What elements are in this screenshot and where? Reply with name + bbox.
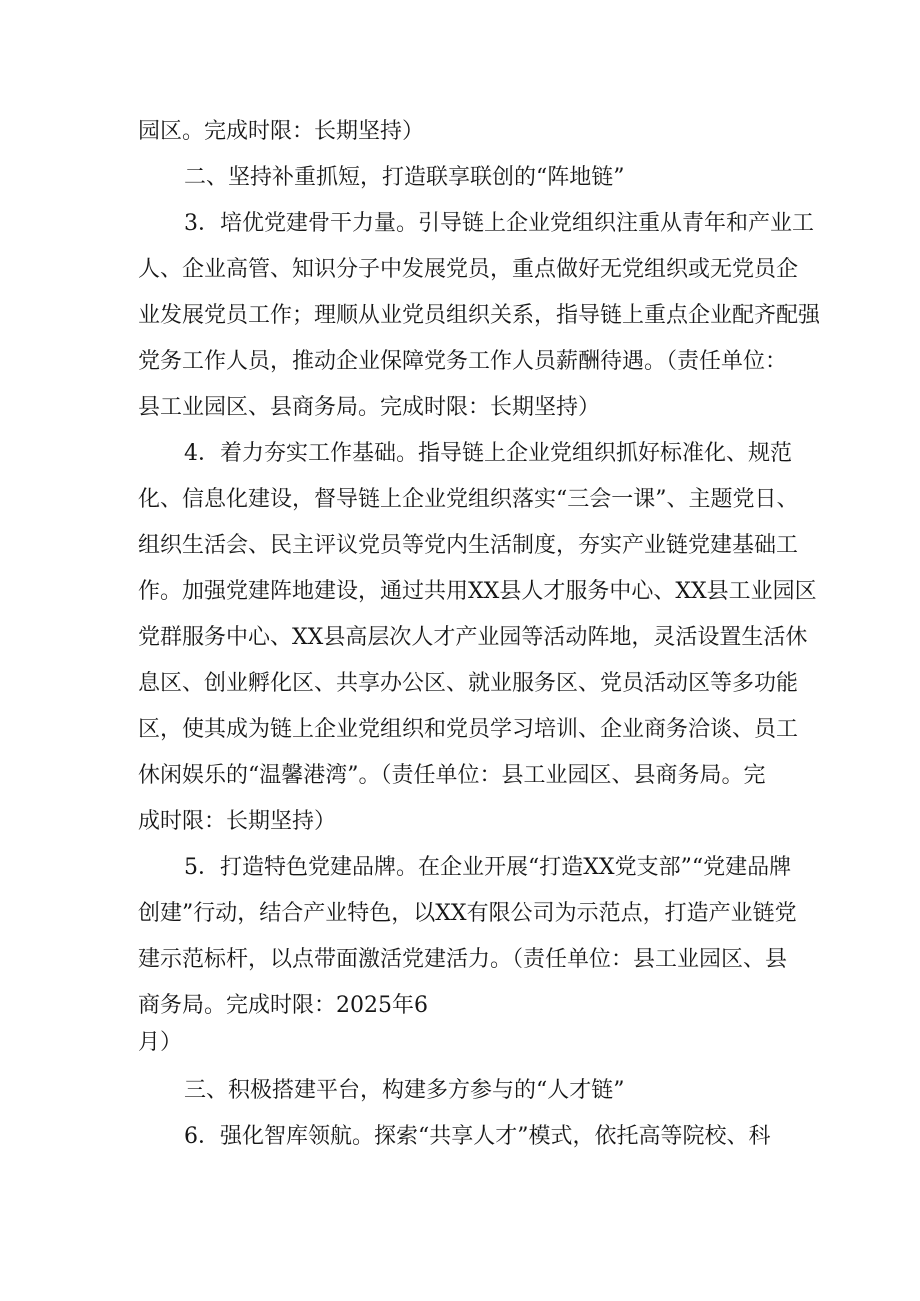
section-heading: 三、积极搭建平台，构建多方参与的“人才链” [184, 1078, 625, 1103]
text-line: 月） [138, 1030, 183, 1055]
text-line: 商务局。完成时限：2025年6 [138, 993, 428, 1018]
item-first-line: 5．打造特色党建品牌。在企业开展“打造XX党支部”“党建品牌 [184, 855, 792, 880]
text-line: 业发展党员工作；理顺从业党员组织关系，指导链上重点企业配齐配强 [138, 303, 821, 328]
section-heading: 二、坚持补重抓短，打造联享联创的“阵地链” [184, 165, 625, 190]
text-line: 成时限：长期坚持） [138, 809, 337, 834]
text-line: 休闲娱乐的“温馨港湾”。（责任单位：县工业园区、县商务局。完 [138, 763, 766, 788]
text-line: 人、企业高管、知识分子中发展党员，重点做好无党组织或无党员企 [138, 257, 799, 282]
text-line: 园区。完成时限：长期坚持） [138, 119, 425, 144]
text-line: 区，使其成为链上企业党组织和党员学习培训、企业商务洽谈、员工 [138, 717, 799, 742]
item-first-line: 6．强化智库领航。探索“共享人才”模式，依托高等院校、科 [184, 1124, 771, 1149]
text-line: 作。加强党建阵地建设，通过共用XX县人才服务中心、XX县工业园区 [138, 579, 817, 604]
text-line: 息区、创业孵化区、共享办公区、就业服务区、党员活动区等多功能 [138, 671, 799, 696]
text-line: 组织生活会、民主评议党员等党内生活制度，夯实产业链党建基础工 [138, 533, 799, 558]
item-first-line: 3．培优党建骨干力量。引导链上企业党组织注重从青年和产业工 [184, 211, 814, 236]
text-line: 创建”行动，结合产业特色，以XX有限公司为示范点，打造产业链党 [138, 901, 797, 926]
item-first-line: 4．着力夯实工作基础。指导链上企业党组织抓好标准化、规范 [184, 441, 792, 466]
text-line: 党群服务中心、XX县高层次人才产业园等活动阵地，灵活设置生活休 [138, 625, 808, 650]
text-line: 县工业园区、县商务局。完成时限：长期坚持） [138, 395, 601, 420]
text-line: 党务工作人员，推动企业保障党务工作人员薪酬待遇。（责任单位： [138, 349, 788, 374]
text-line: 建示范标杆，以点带面激活党建活力。（责任单位：县工业园区、县 [138, 947, 788, 972]
text-line: 化、信息化建设，督导链上企业党组织落实“三会一课”、主题党日、 [138, 487, 799, 512]
